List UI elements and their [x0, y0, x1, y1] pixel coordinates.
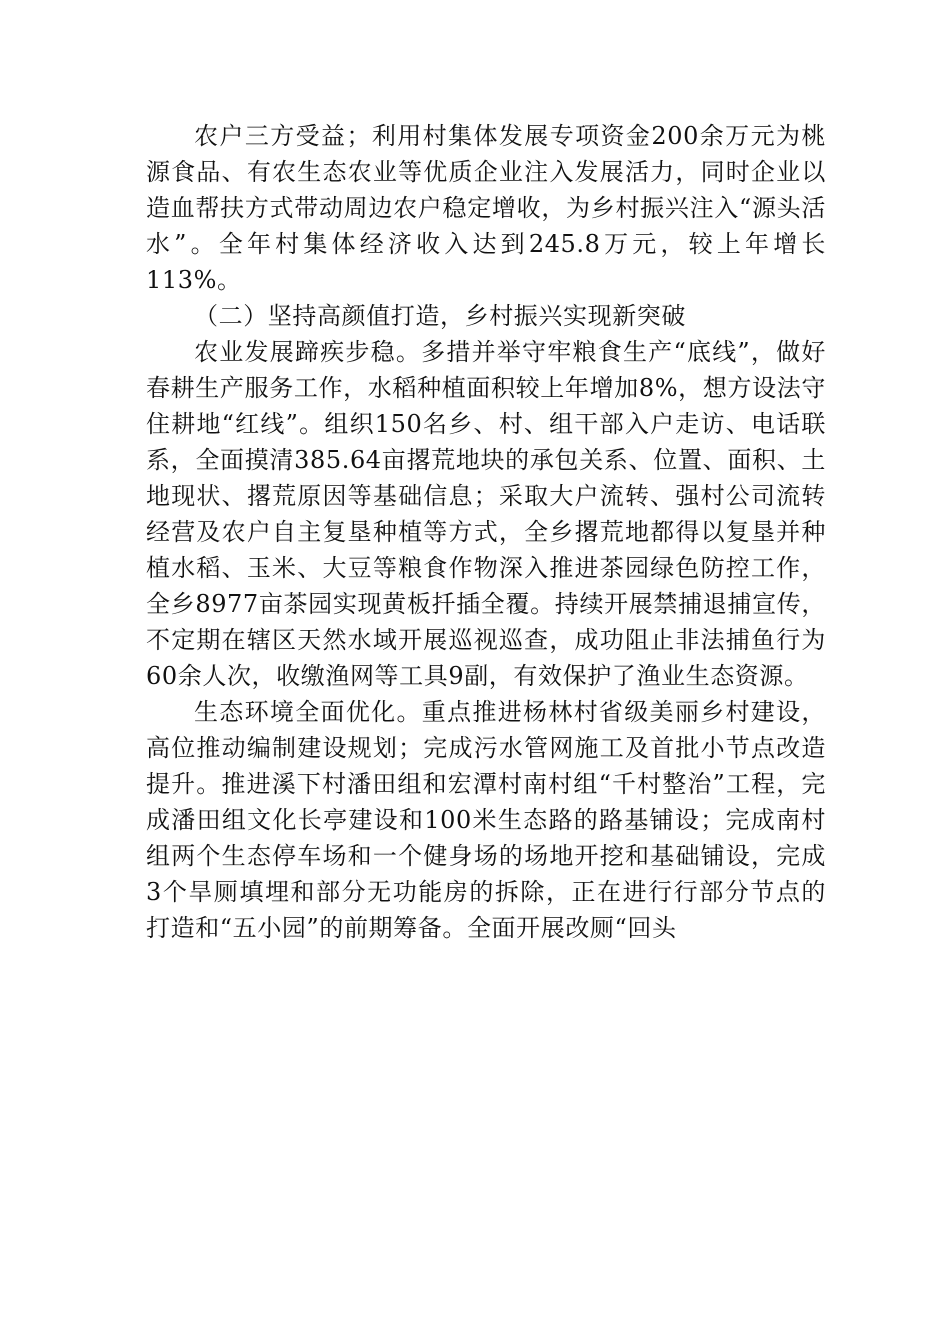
document-body — [146, 118, 826, 946]
paragraph-ecology: 生态环境全面优化。重点推进杨林村省级美丽乡村建设，高位推动编制建设规划；完成污水管网施工及首批小节点改造提升。推进溪下村潘田组和宏潭村南村组“千村整治”工程，完成潘田组文化长亭建设和100米生态路的路基铺设；完成南村组两个生态停车场和一个健身场的场地开挖和基础铺设，完成3个旱厕填埋和部分无功能房的拆除，正在进行行部分节点的打造和“五小园”的前期筹备。全面开展改厕“回头 — [146, 698, 826, 942]
paragraph-agriculture: 农业发展蹄疾步稳。多措并举守牢粮食生产“底线”，做好春耕生产服务工作，水稻种植面积较上年增加8%，想方设法守住耕地“红线”。组织150名乡、村、组干部入户走访、电话联系，全面摸清385.64亩撂荒地块的承包关系、位置、面积、土地现状、撂荒原因等基础信息；采取大户流转、强村公司流转经营及农户自主复垦种植等方式，全乡撂荒地都得以复垦并种植水稻、玉米、大豆等粮食作物深入推进茶园绿色防控工作，全乡8977亩茶园实现黄板扦插全覆。持续开展禁捕退捕宣传，不定期在辖区天然水域开展巡视巡查，成功阻止非法捕鱼行为60余人次，收缴渔网等工具9副，有效保护了渔业生态资源。 — [146, 338, 826, 690]
paragraph-income: 农户三方受益；利用村集体发展专项资金200余万元为桃源食品、有农生态农业等优质企业注入发展活力，同时企业以造血帮扶方式带动周边农户稳定增收，为乡村振兴注入“源头活水”。全年村集体经济收入达到245.8万元，较上年增长113%。 — [146, 122, 826, 294]
section-heading: （二）坚持高颜值打造，乡村振兴实现新突破 — [194, 302, 686, 330]
